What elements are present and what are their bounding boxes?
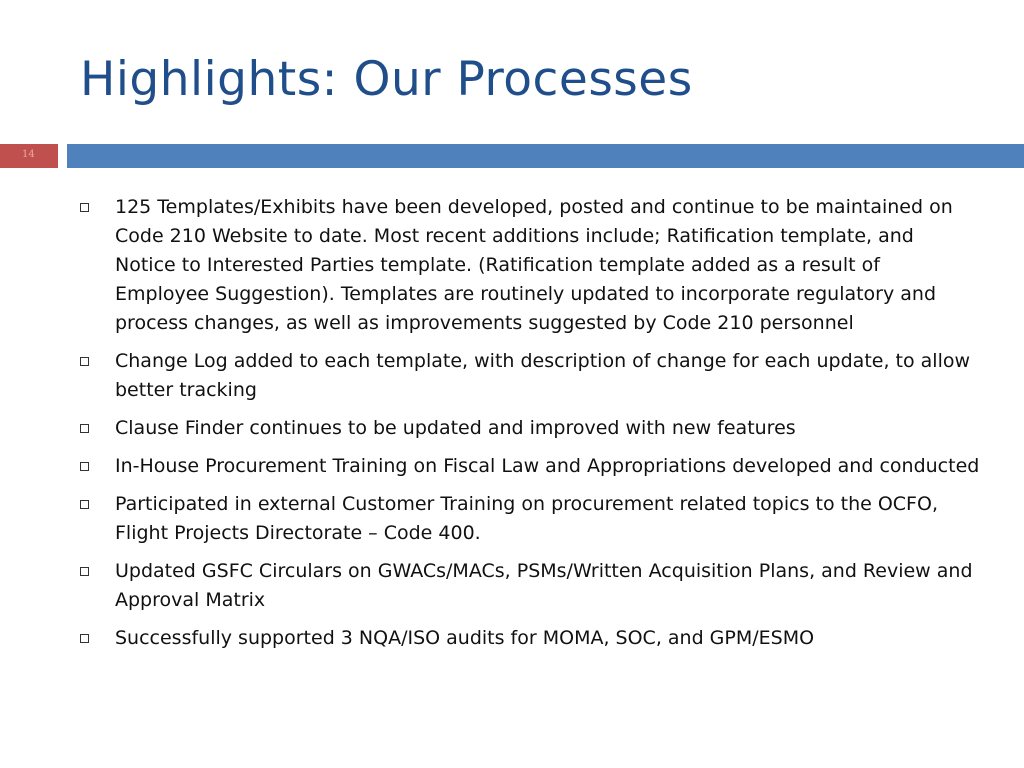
list-item — [80, 193, 980, 338]
list-item — [80, 557, 980, 615]
square-bullet-icon — [80, 567, 89, 576]
bullet-text: Successfully supported 3 NQA/ISO audits for MOMA, SOC, and GPM/ESMO — [115, 627, 815, 649]
square-bullet-icon — [80, 203, 89, 212]
bullet-text: Updated GSFC Circulars on GWACs/MACs, PSMs/Written Acquisition Plans, and Review and Approval Matrix — [115, 560, 973, 611]
bullet-text: Change Log added to each template, with description of change for each update, to allow better tracking — [115, 350, 971, 401]
square-bullet-icon — [80, 424, 89, 433]
list-item — [80, 414, 980, 443]
slide-title: Highlights: Our Processes — [80, 52, 693, 107]
list-item — [80, 347, 980, 405]
title-divider-bar — [67, 144, 1024, 168]
bullet-text: In-House Procurement Training on Fiscal Law and Appropriations developed and conducted — [115, 455, 980, 477]
bullet-text: 125 Templates/Exhibits have been developed, posted and continue to be maintained on Code 210 Website to date. Most recent additions include; Ratification template, and Notice to Interested Parties template. (Ratification template added as a result of Employee Suggestion). Templates are routinely updated to incorporate regulatory and process changes, as well as improvements suggested by Code 210 personnel — [115, 196, 953, 334]
list-item — [80, 452, 980, 481]
square-bullet-icon — [80, 634, 89, 643]
list-item — [80, 490, 980, 548]
list-item — [80, 624, 980, 653]
square-bullet-icon — [80, 462, 89, 471]
bullet-text: Participated in external Customer Training on procurement related topics to the OCFO, Flight Projects Directorate – Code 400. — [115, 493, 938, 544]
slide-number: 14 — [0, 144, 58, 168]
square-bullet-icon — [80, 500, 89, 509]
bullet-list — [80, 193, 980, 662]
square-bullet-icon — [80, 357, 89, 366]
bullet-text: Clause Finder continues to be updated and improved with new features — [115, 417, 796, 439]
